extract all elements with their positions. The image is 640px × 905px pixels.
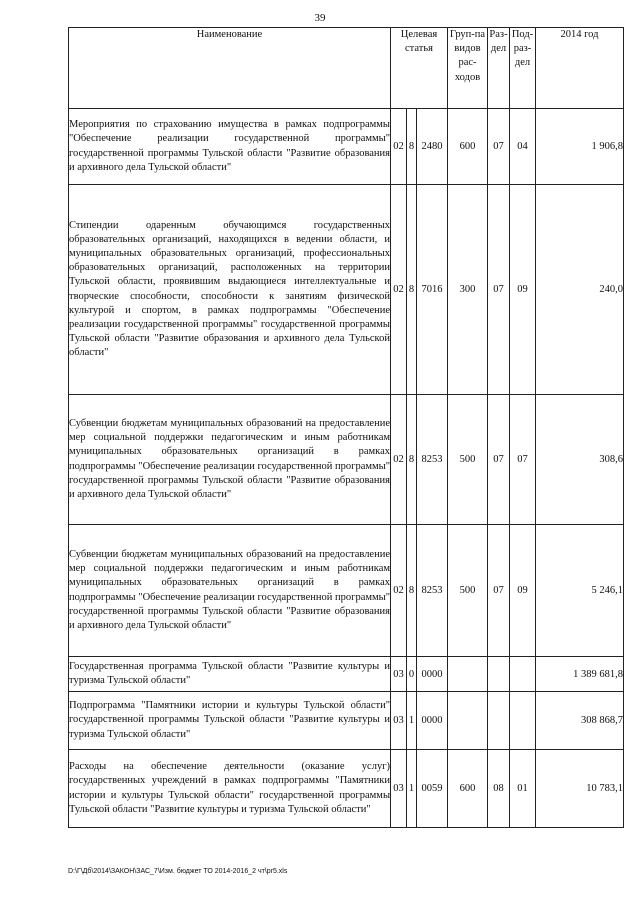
row-subsection: 09 (510, 185, 536, 395)
row-name: Субвенции бюджетам муниципальных образований на предоставление мер социальной поддержки педагогическим и иным работникам муниципальных образовательных организаций в рамках подпрограммы "Обеспечение реализации государственной программы" государственной программы Тульской области "Развитие образования и архивного дела Тульской области" (69, 395, 391, 525)
row-subsection: 01 (510, 750, 536, 828)
row-article-program: 02 (391, 185, 407, 395)
row-expense-group: 500 (448, 525, 488, 657)
row-article-program: 02 (391, 109, 407, 185)
row-amount: 308 868,7 (536, 692, 624, 750)
table-row (69, 185, 624, 395)
row-article-program: 02 (391, 395, 407, 525)
row-subsection (510, 692, 536, 750)
row-article-direction: 8253 (417, 525, 448, 657)
row-expense-group: 600 (448, 750, 488, 828)
row-name: Мероприятия по страхованию имущества в рамках подпрограммы "Обеспечение реализации государственной программы" государственной программы Тульской области "Развитие образования и архивного дела Тульской области" (69, 109, 391, 185)
row-section: 07 (488, 109, 510, 185)
row-subsection: 04 (510, 109, 536, 185)
row-subsection (510, 657, 536, 692)
row-article-program: 02 (391, 525, 407, 657)
row-article-program: 03 (391, 692, 407, 750)
file-path-footer: D:\Г\Дб\2014\ЗАКОН\ЗАС_7\Изм. бюджет ТО 2014-2016_2 чт\pr5.xls (68, 868, 288, 875)
row-expense-group: 500 (448, 395, 488, 525)
row-article-direction: 0000 (417, 657, 448, 692)
row-amount: 1 389 681,8 (536, 657, 624, 692)
budget-table (68, 27, 624, 828)
row-article-subprogram: 8 (407, 395, 417, 525)
row-article-direction: 0000 (417, 692, 448, 750)
row-name: Государственная программа Тульской области "Развитие культуры и туризма Тульской области" (69, 657, 391, 692)
row-name: Стипендии одаренным обучающимся государственных образовательных организаций, находящихся в ведении области, и муниципальных образовательных организаций, профессиональных образовательных организаций, расположенных на территории Тульской области, проявившим выдающиеся интеллектуальные и творческие способности, способности к занятиям физической культурой и спортом, в рамках подпрограммы "Обеспечение реализации государственной программы" государственной программы Тульской области "Развитие образования и архивного дела Тульской области" (69, 185, 391, 395)
header-expense-group: Груп-па видов рас-ходов (448, 28, 488, 109)
table-row (69, 692, 624, 750)
row-section: 08 (488, 750, 510, 828)
row-expense-group: 600 (448, 109, 488, 185)
row-section: 07 (488, 185, 510, 395)
row-section: 07 (488, 525, 510, 657)
row-amount: 1 906,8 (536, 109, 624, 185)
row-expense-group: 300 (448, 185, 488, 395)
row-amount: 5 246,1 (536, 525, 624, 657)
row-section (488, 692, 510, 750)
row-section (488, 657, 510, 692)
row-section: 07 (488, 395, 510, 525)
row-article-subprogram: 1 (407, 750, 417, 828)
row-article-direction: 0059 (417, 750, 448, 828)
row-article-subprogram: 8 (407, 525, 417, 657)
table-row (69, 657, 624, 692)
row-article-subprogram: 8 (407, 109, 417, 185)
row-amount: 240,0 (536, 185, 624, 395)
header-subsection: Под-раз-дел (510, 28, 536, 109)
row-article-direction: 8253 (417, 395, 448, 525)
table-row (69, 109, 624, 185)
row-article-direction: 7016 (417, 185, 448, 395)
row-amount: 10 783,1 (536, 750, 624, 828)
row-amount: 308,6 (536, 395, 624, 525)
row-name: Субвенции бюджетам муниципальных образований на предоставление мер социальной поддержки педагогическим и иным работникам муниципальных образовательных организаций в рамках подпрограммы "Обеспечение реализации государственной программы" государственной программы Тульской области "Развитие образования и архивного дела Тульской области" (69, 525, 391, 657)
row-article-subprogram: 0 (407, 657, 417, 692)
row-article-direction: 2480 (417, 109, 448, 185)
row-subsection: 09 (510, 525, 536, 657)
table-row (69, 525, 624, 657)
header-name: Наименование (69, 28, 391, 109)
page-number: 39 (314, 12, 326, 24)
row-article-subprogram: 8 (407, 185, 417, 395)
header-year: 2014 год (536, 28, 624, 109)
row-name: Подпрограмма "Памятники истории и культуры Тульской области" государственной программы Тульской области "Развитие культуры и туризма Тульской области" (69, 692, 391, 750)
row-article-program: 03 (391, 657, 407, 692)
row-expense-group (448, 657, 488, 692)
table-row (69, 395, 624, 525)
row-article-subprogram: 1 (407, 692, 417, 750)
table-header-row (69, 28, 624, 109)
header-target-article: Целевая статья (391, 28, 448, 109)
row-subsection: 07 (510, 395, 536, 525)
row-name: Расходы на обеспечение деятельности (оказание услуг) государственных учреждений в рамках подпрограммы "Памятники истории и культуры Тульской области" государственной программы Тульской области "Развитие культуры и туризма Тульской области" (69, 750, 391, 828)
header-section: Раз-дел (488, 28, 510, 109)
table-row (69, 750, 624, 828)
row-article-program: 03 (391, 750, 407, 828)
row-expense-group (448, 692, 488, 750)
